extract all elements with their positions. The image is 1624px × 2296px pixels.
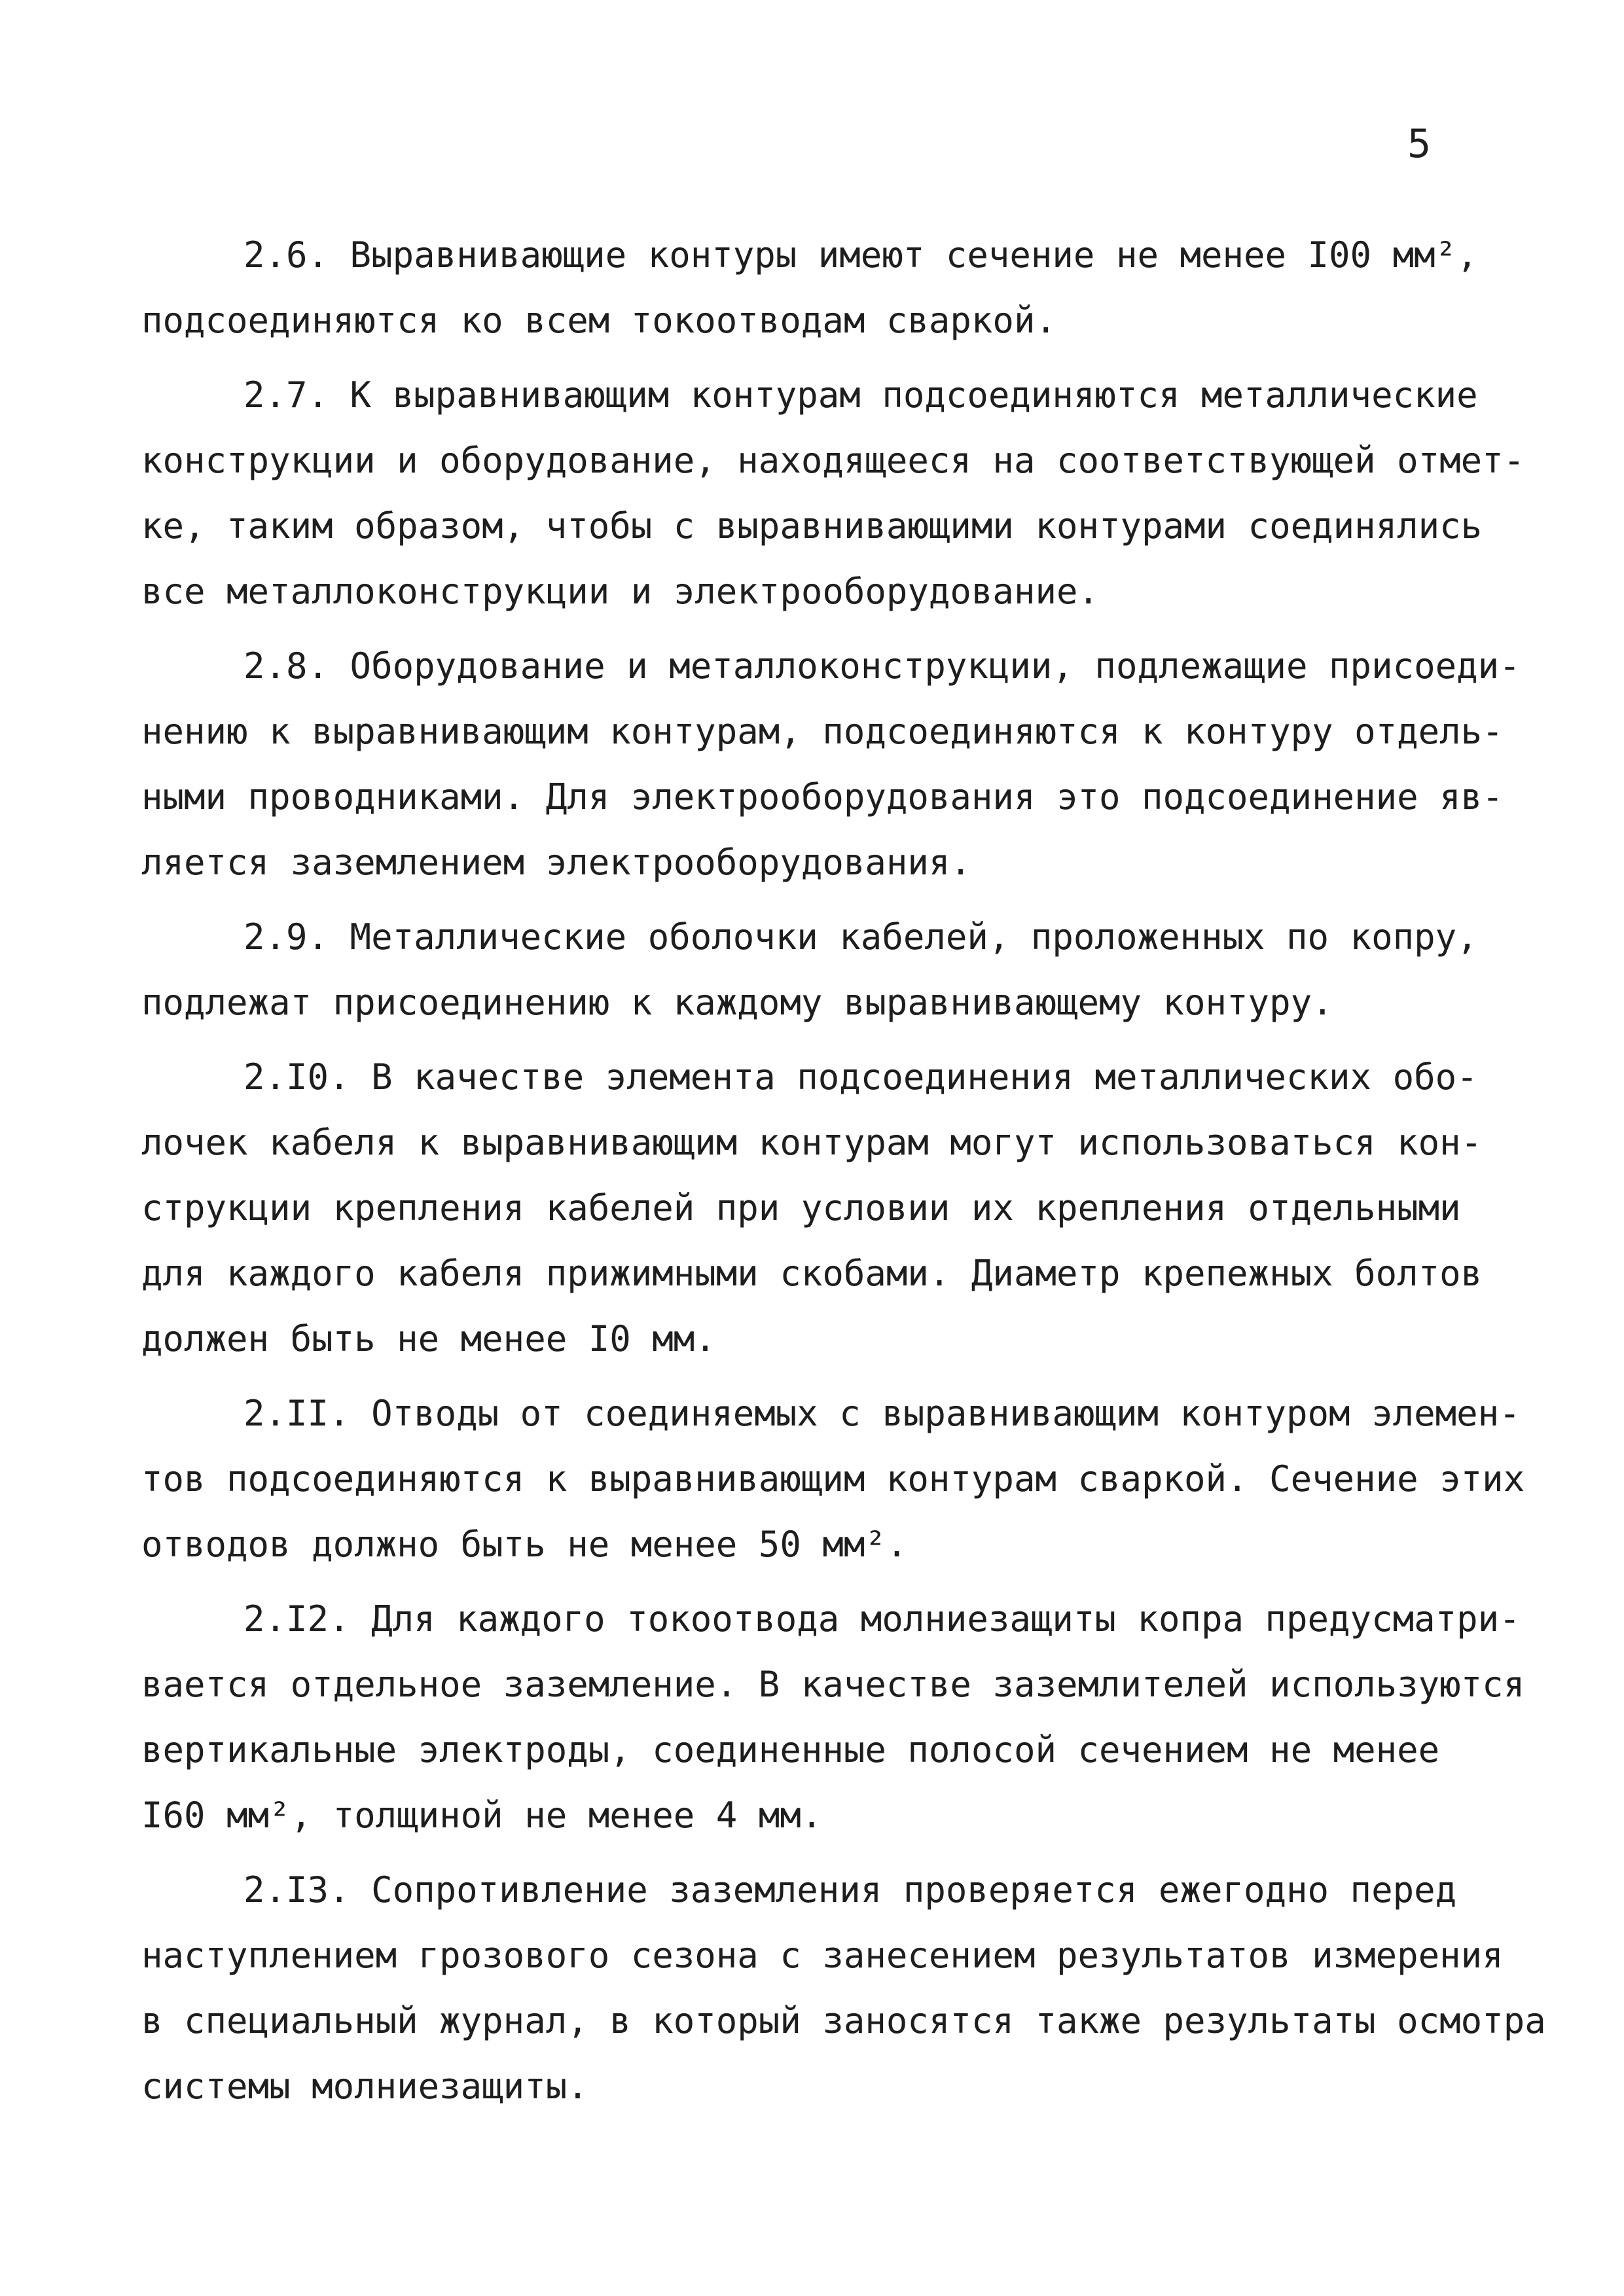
text-line: 2.8. Оборудование и металлоконструкции, подлежащие присоеди- <box>244 645 1521 687</box>
text-line: ными проводниками. Для электрооборудования это подсоединение яв- <box>141 776 1504 817</box>
text-line: ляется заземлением электрооборудования. <box>141 842 971 883</box>
paragraph-2-10 <box>141 1045 1503 1372</box>
text-line: наступлением грозового сезона с занесением результатов измерения <box>141 1935 1504 1976</box>
text-line: ке, таким образом, чтобы с выравнивающими контурами соединялись <box>141 505 1483 547</box>
text-line: 2.I3. Сопротивление заземления проверяется ежегодно перед <box>244 1869 1457 1910</box>
text-line: все металлоконструкции и электрооборудование. <box>141 571 1099 612</box>
text-line: 2.6. Выравнивающие контуры имеют сечение не менее I00 мм², <box>244 234 1500 276</box>
text-line: 2.I2. Для каждого токоотвода молниезащиты копра предусматри- <box>244 1598 1521 1640</box>
text-line: подлежат присоединению к каждому выравнивающему контуру. <box>141 982 1333 1023</box>
text-line: подсоединяются ко всем токоотводам сваркой. <box>141 300 1056 341</box>
paragraph-2-8 <box>141 634 1521 895</box>
text-line: отводов должно быть не менее 50 мм². <box>141 1524 908 1565</box>
text-line: I60 мм², толщиной не менее 4 мм. <box>141 1795 823 1836</box>
text-line: струкции крепления кабелей при условии их крепления отдельными <box>141 1187 1461 1229</box>
text-line: для каждого кабеля прижимными скобами. Диаметр крепежных болтов <box>141 1253 1483 1294</box>
text-line: вертикальные электроды, соединенные полосой сечением не менее <box>141 1729 1440 1770</box>
text-line: в специальный журнал, в который заносятся также результаты осмотра <box>141 2000 1546 2041</box>
document-body <box>141 223 1546 2128</box>
paragraph-2-9 <box>141 905 1503 1035</box>
text-line: лочек кабеля к выравнивающим контурам могут использоваться кон- <box>141 1122 1483 1163</box>
text-line: тов подсоединяются к выравнивающим контурам сваркой. Сечение этих <box>141 1458 1525 1499</box>
text-line: системы молниезащиты. <box>141 2066 588 2107</box>
text-line: 2.9. Металлические оболочки кабелей, проложенных по копру, <box>244 916 1478 958</box>
paragraph-2-7 <box>141 363 1525 624</box>
text-line: 2.7. К выравнивающим контурам подсоединяются металлические <box>244 374 1478 416</box>
paragraph-2-13 <box>141 1857 1546 2119</box>
text-line: нению к выравнивающим контурам, подсоединяются к контуру отдель- <box>141 711 1504 752</box>
paragraph-2-6 <box>141 223 1503 353</box>
paragraph-2-12 <box>141 1587 1525 1848</box>
page-number: 5 <box>1407 121 1432 167</box>
text-line: конструкции и оборудование, находящееся на соответствующей отмет- <box>141 440 1525 481</box>
paragraph-2-11 <box>141 1381 1525 1577</box>
text-line: 2.II. Отводы от соединяемых с выравнивающим контуром элемен- <box>244 1393 1521 1434</box>
text-line: вается отдельное заземление. В качестве заземлителей используются <box>141 1664 1525 1705</box>
text-line: 2.I0. В качестве элемента подсоединения металлических обо- <box>244 1056 1478 1098</box>
text-line: должен быть не менее I0 мм. <box>141 1318 716 1359</box>
